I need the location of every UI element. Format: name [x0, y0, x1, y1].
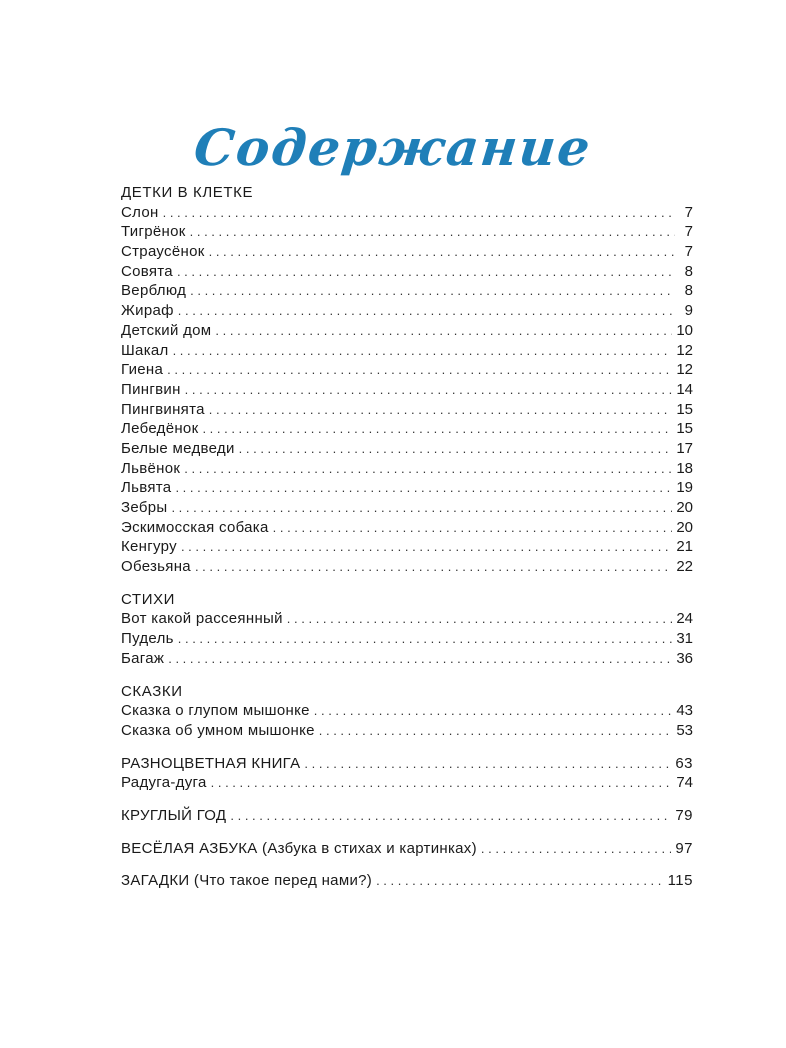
toc-entry-page: 10 [676, 321, 693, 339]
toc-entry[interactable] [121, 439, 693, 459]
toc-entry-page: 79 [675, 806, 693, 824]
dot-leader [178, 301, 675, 321]
toc-entry-page: 18 [676, 459, 693, 477]
dot-leader [239, 439, 673, 459]
dot-leader [209, 400, 673, 420]
toc-entry-title: Львята [121, 479, 172, 497]
toc-entry-title: Пингвинята [121, 400, 205, 418]
toc-entry-title: Верблюд [121, 282, 187, 300]
dot-leader [175, 478, 672, 498]
dot-leader [287, 609, 673, 629]
toc-entry-title: КРУГЛЫЙ ГОД [121, 806, 227, 824]
dot-leader [202, 419, 672, 439]
toc-entry-title: Пингвин [121, 380, 181, 398]
toc-entry[interactable] [121, 301, 693, 321]
dot-leader [167, 360, 672, 380]
dot-leader [190, 222, 675, 242]
toc-entry-page: 7 [684, 203, 693, 221]
toc-section [121, 806, 693, 826]
toc-entry[interactable] [121, 701, 693, 721]
toc-entry[interactable] [121, 498, 693, 518]
toc-entry-page: 15 [676, 420, 693, 438]
toc-entry-title: Зебры [121, 499, 168, 516]
page-title: Содержание [191, 118, 595, 177]
toc-entry[interactable] [121, 321, 693, 341]
dot-leader [230, 806, 671, 826]
toc-entry-page: 7 [684, 223, 693, 241]
dot-leader [163, 203, 675, 223]
section-heading: СКАЗКИ [121, 682, 183, 700]
dot-leader [481, 839, 671, 859]
dot-leader [319, 721, 673, 741]
toc-entry[interactable] [121, 380, 693, 400]
toc-entry-page: 115 [667, 872, 693, 890]
dot-leader [173, 341, 673, 361]
section-heading: ДЕТКИ В КЛЕТКЕ [121, 184, 254, 201]
toc-entry-title: Обезьяна [121, 558, 191, 576]
toc-entry[interactable] [121, 222, 693, 242]
toc-section [121, 839, 693, 859]
dot-leader [211, 773, 673, 793]
toc-entry-page: 31 [676, 630, 693, 648]
dot-leader [273, 518, 673, 538]
dot-leader [177, 262, 675, 282]
toc-entry[interactable] [121, 839, 693, 859]
toc-section [121, 183, 693, 577]
toc-entry-page: 7 [684, 243, 693, 261]
toc-entry-page: 36 [676, 649, 693, 667]
toc-entry-page: 8 [684, 262, 693, 280]
dot-leader [376, 871, 664, 891]
toc-entry-title: Белые медведи [121, 439, 235, 457]
toc-entry[interactable] [121, 518, 693, 538]
toc-entry-title: Кенгуру [121, 538, 177, 556]
toc-entry-page: 24 [676, 610, 693, 628]
dot-leader [168, 649, 672, 669]
table-of-contents [121, 183, 693, 904]
toc-entry-title: Шакал [121, 341, 169, 359]
dot-leader [304, 754, 671, 774]
toc-entry[interactable] [121, 649, 693, 669]
toc-entry-page: 53 [676, 721, 693, 739]
dot-leader [181, 537, 672, 557]
toc-entry[interactable] [121, 806, 693, 826]
toc-entry-page: 8 [684, 282, 693, 300]
dot-leader [184, 459, 672, 479]
dot-leader [314, 701, 673, 721]
toc-entry[interactable] [121, 281, 693, 301]
toc-entry-title: Слон [121, 203, 159, 221]
toc-entry[interactable] [121, 557, 693, 577]
toc-entry[interactable] [121, 537, 693, 557]
toc-entry-page: 20 [676, 518, 693, 536]
toc-entry-title: Радуга-дуга [121, 774, 207, 792]
toc-entry-title: Лебедёнок [121, 420, 199, 438]
toc-entry[interactable] [121, 871, 693, 891]
dot-leader [190, 281, 675, 301]
toc-entry-title: Жираф [121, 302, 174, 320]
toc-entry[interactable] [121, 242, 693, 262]
dot-leader [195, 557, 672, 577]
toc-entry-page: 12 [676, 341, 693, 359]
toc-entry[interactable] [121, 754, 693, 774]
toc-entry-title: Гиена [121, 361, 164, 379]
toc-entry-title: Тигрёнок [121, 223, 186, 241]
toc-entry[interactable] [121, 721, 693, 741]
toc-entry[interactable] [121, 459, 693, 479]
dot-leader [178, 629, 673, 649]
toc-entry[interactable] [121, 629, 693, 649]
toc-entry-page: 17 [676, 439, 693, 457]
toc-entry[interactable] [121, 478, 693, 498]
toc-entry-page: 63 [675, 754, 693, 772]
toc-entry-title: Багаж [121, 649, 165, 667]
toc-entry[interactable] [121, 400, 693, 420]
toc-entry[interactable] [121, 773, 693, 793]
toc-section [121, 871, 693, 891]
dot-leader [215, 321, 672, 341]
dot-leader [171, 498, 672, 518]
toc-entry-page: 19 [676, 479, 693, 497]
toc-entry[interactable] [121, 609, 693, 629]
toc-entry-page: 22 [676, 558, 693, 576]
toc-entry-title: ЗАГАДКИ (Что такое перед нами?) [121, 872, 373, 890]
toc-entry-page: 20 [676, 499, 693, 516]
toc-section [121, 590, 693, 669]
section-heading: СТИХИ [121, 590, 176, 608]
toc-entry-title: Эскимосская собака [121, 518, 269, 536]
toc-entry-page: 21 [676, 538, 693, 556]
toc-entry[interactable] [121, 262, 693, 282]
toc-entry-page: 9 [684, 302, 693, 320]
toc-entry-page: 97 [675, 839, 693, 857]
toc-entry-page: 43 [676, 702, 693, 720]
toc-entry[interactable] [121, 203, 693, 223]
toc-entry-title: Детский дом [121, 321, 212, 339]
dot-leader [209, 242, 675, 262]
toc-entry[interactable] [121, 360, 693, 380]
toc-section [121, 682, 693, 741]
toc-entry-title: ВЕСЁЛАЯ АЗБУКА (Азбука в стихах и картинках) [121, 839, 477, 857]
toc-entry-title: Пудель [121, 630, 174, 648]
toc-entry-title: Страусёнок [121, 243, 205, 261]
toc-entry-title: Сказка об умном мышонке [121, 721, 315, 739]
toc-entry-title: РАЗНОЦВЕТНАЯ КНИГА [121, 754, 301, 772]
toc-entry-title: Совята [121, 262, 173, 280]
toc-entry[interactable] [121, 419, 693, 439]
toc-entry-title: Сказка о глупом мышонке [121, 702, 310, 720]
toc-entry-page: 15 [676, 400, 693, 418]
toc-entry[interactable] [121, 341, 693, 361]
toc-section [121, 754, 693, 793]
toc-entry-title: Львёнок [121, 459, 181, 477]
dot-leader [185, 380, 673, 400]
toc-entry-title: Вот какой рассеянный [121, 610, 283, 628]
toc-entry-page: 14 [676, 380, 693, 398]
toc-entry-page: 12 [676, 361, 693, 379]
toc-entry-page: 74 [676, 774, 693, 792]
